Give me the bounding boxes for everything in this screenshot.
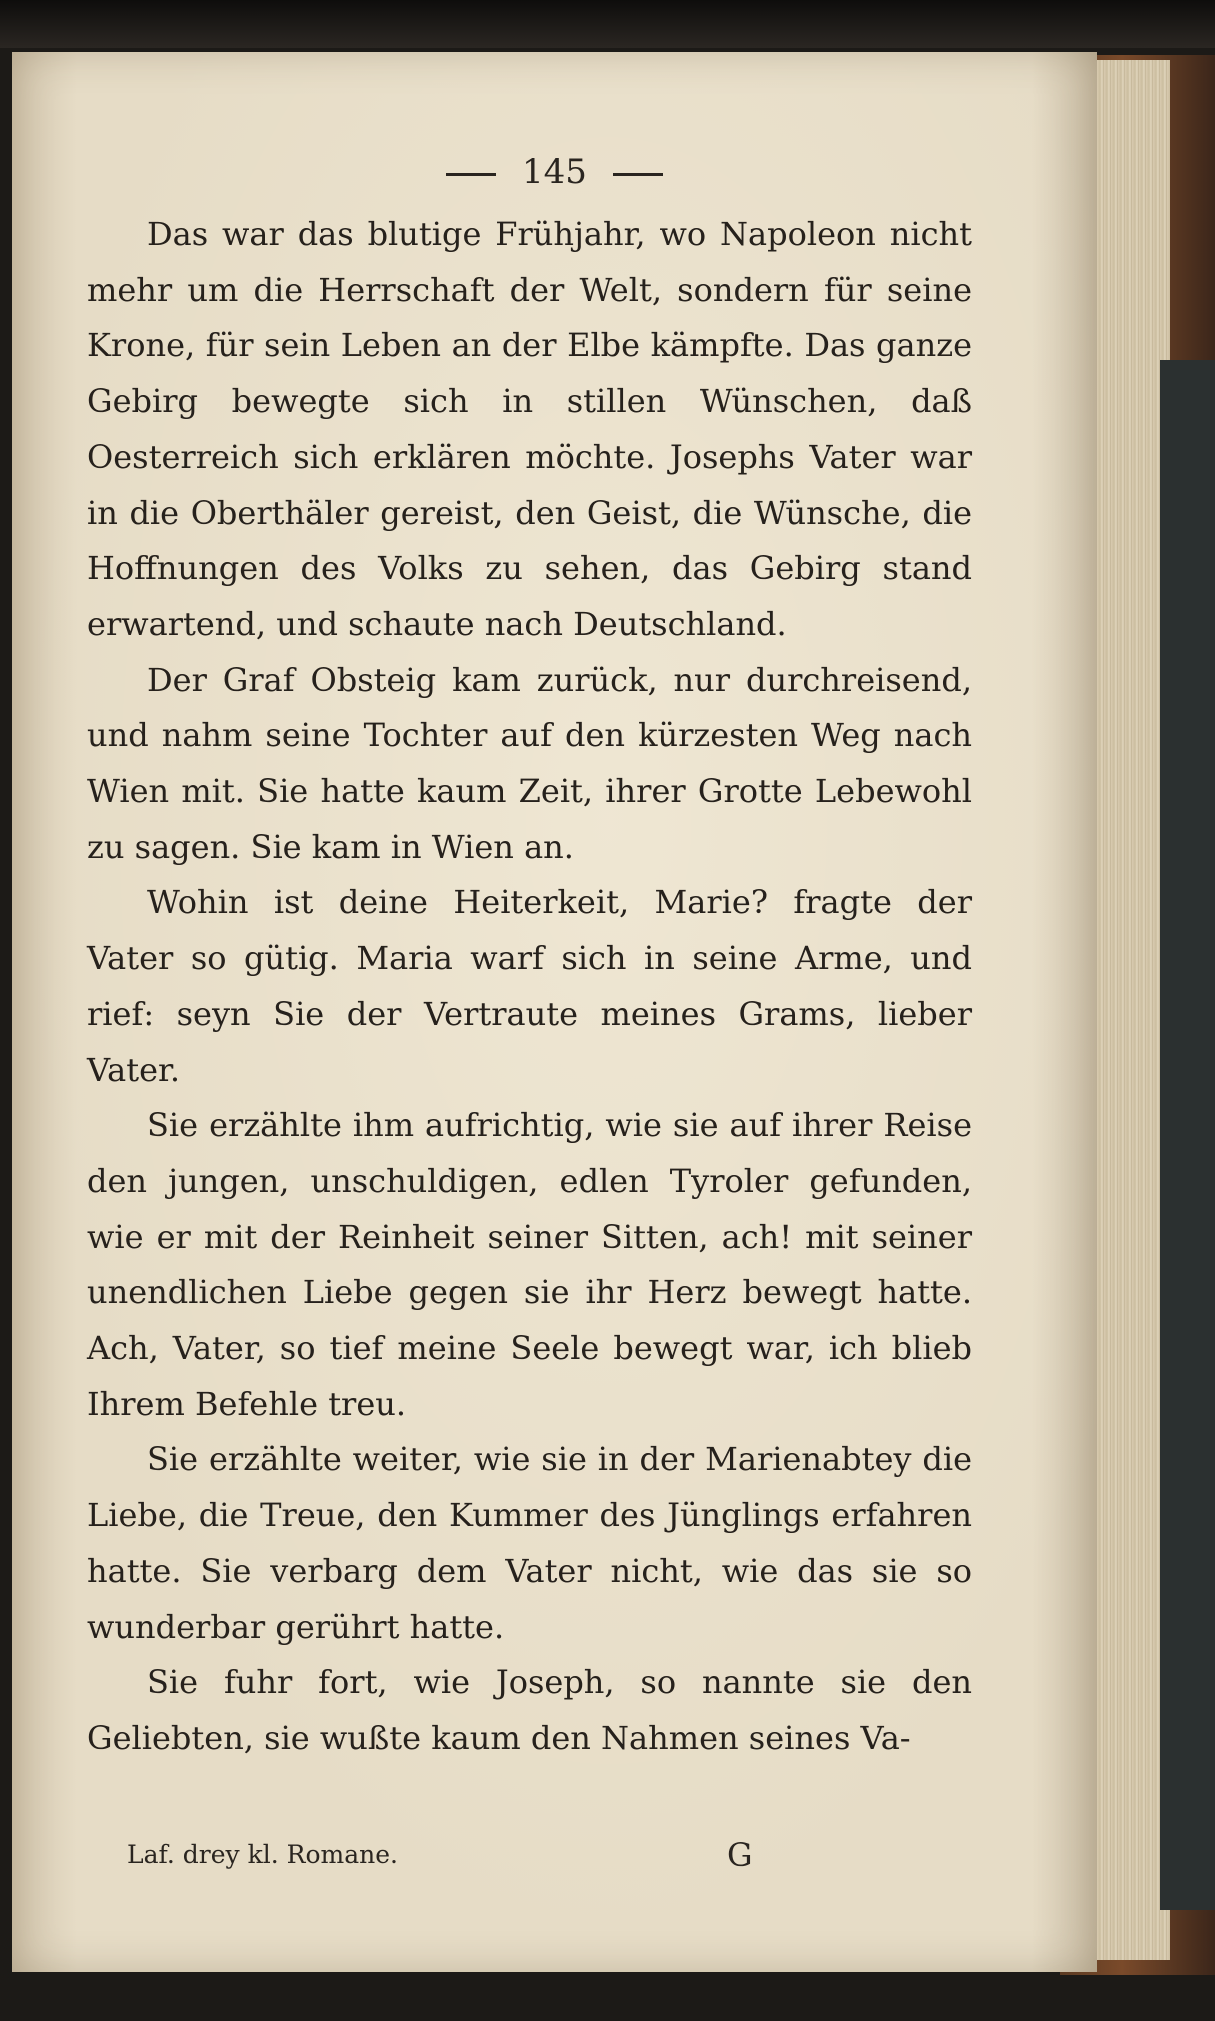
- page-header: [12, 152, 1097, 192]
- paragraph: Sie erzählte weiter, wie sie in der Marienabtey die Liebe, die Treue, den Kummer des Jünglings erfahren hatte. Sie verbarg dem Vater nicht, wie das sie so wunderbar gerührt hatte.: [87, 1440, 972, 1646]
- page-stack-edge: [1090, 60, 1170, 1960]
- book-page: [12, 52, 1097, 1972]
- paragraph: Das war das blutige Frühjahr, wo Napoleon nicht mehr um die Herrschaft der Welt, sondern für seine Krone, für sein Leben an der Elbe kämpfte. Das ganze Gebirg bewegte sich in stillen Wünschen, daß Oesterreich sich erklären möchte. Josephs Vater war in die Oberthäler gereist, den Geist, die Wünsche, die Hoffnungen des Volks zu sehen, das Gebirg stand erwartend, und schaute nach Deutschland.: [87, 215, 972, 643]
- signature-mark: G: [727, 1836, 753, 1874]
- page-footer: [127, 1836, 977, 1874]
- paragraph: Wohin ist deine Heiterkeit, Marie? fragte der Vater so gütig. Maria warf sich in seine Arme, und rief: seyn Sie der Vertraute meines Grams, lieber Vater.: [87, 883, 972, 1089]
- page-number: 145: [522, 152, 587, 192]
- dark-binding-strip: [1160, 360, 1215, 1910]
- footer-book-title: Laf. drey kl. Romane.: [127, 1840, 398, 1869]
- body-text: [87, 207, 972, 1767]
- header-dash-right: [613, 173, 663, 176]
- paragraph: Sie erzählte ihm aufrichtig, wie sie auf ihrer Reise den jungen, unschuldigen, edlen Tyroler gefunden, wie er mit der Reinheit seiner Sitten, ach! mit seiner unendlichen Liebe gegen sie ihr Herz bewegt hatte. Ach, Vater, so tief meine Seele bewegt war, ich blieb Ihrem Befehle treu.: [87, 1106, 972, 1423]
- header-dash-left: [446, 173, 496, 176]
- paragraph: Der Graf Obsteig kam zurück, nur durchreisend, und nahm seine Tochter auf den kürzesten Weg nach Wien mit. Sie hatte kaum Zeit, ihrer Grotte Lebewohl zu sagen. Sie kam in Wien an.: [87, 660, 972, 866]
- background-edge: [0, 0, 1215, 48]
- paragraph: Sie fuhr fort, wie Joseph, so nannte sie den Geliebten, sie wußte kaum den Nahmen seines Va-: [87, 1663, 972, 1757]
